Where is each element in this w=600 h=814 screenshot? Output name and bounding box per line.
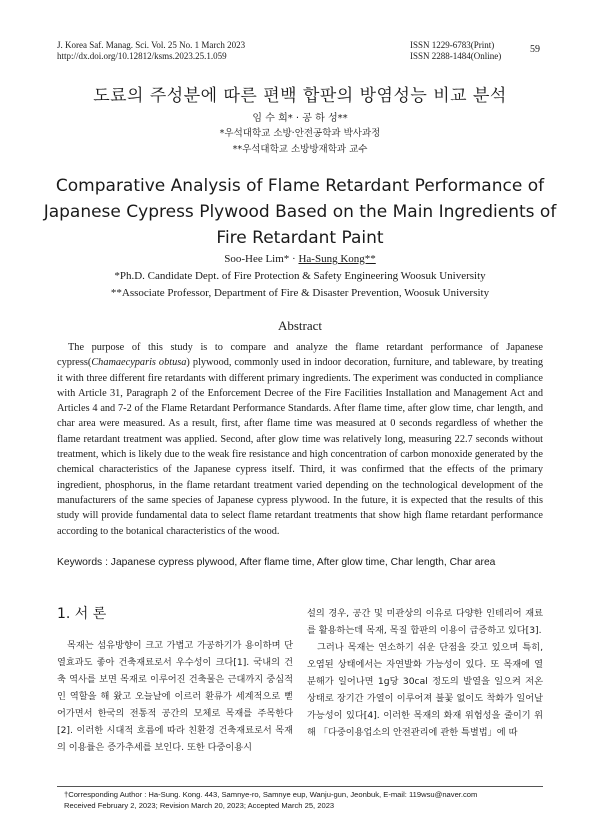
submission-dates: Received February 2, 2023; Revision March 20, 2023; Accepted March 25, 2023 — [64, 801, 335, 810]
intro-paragraph-1-continued: 설의 경우, 공간 및 미관상의 이유로 다양한 인테리어 재료를 활용하는데 목재, 목질 합판의 이용이 급증하고 있다[3]. — [307, 608, 543, 636]
issn-online: ISSN 2288-1484(Online) — [410, 51, 502, 61]
english-affiliations — [0, 268, 600, 302]
korean-authors: 임 수 희* · 공 하 성** — [252, 113, 348, 124]
doi-link[interactable]: http://dx.doi.org/10.12812/ksms.2023.25.1.059 — [57, 51, 227, 61]
english-authors — [0, 253, 600, 265]
issn-block — [410, 40, 501, 62]
journal-header — [57, 40, 245, 62]
korean-title: 도료의 주성분에 따른 편백 합판의 방염성능 비교 분석 — [93, 86, 507, 106]
korean-affiliation-1: *우석대학교 소방·안전공학과 박사과정 — [219, 128, 381, 139]
intro-paragraph-2: 그러나 목재는 연소하기 쉬운 단점을 갖고 있으며 특히, 오염된 상태에서는 자연발화 가능성이 있다. 또 목재에 열분해가 일어나면 1g당 30cal 정도의 발열을 일으켜 저온 상태로 장기간 가열이 이루어져 불꽃 없이도 착화가 일어날 가능성이 있다[4]. 이러한 목재의 화재 위험성을 줄이기 위해 「다중이용업소의 안전관리에 관한 특별법」에 따 — [307, 642, 543, 738]
korean-affiliation-2: **우석대학교 소방방재학과 교수 — [232, 144, 368, 155]
english-title-line-3: Fire Retardant Paint — [216, 228, 384, 248]
issn-print: ISSN 1229-6783(Print) — [410, 40, 495, 50]
english-affiliation-1: *Ph.D. Candidate Dept. of Fire Protection & Safety Engineering Woosuk University — [114, 270, 486, 282]
english-title — [0, 173, 600, 251]
abstract-heading: Abstract — [277, 318, 323, 333]
intro-paragraph-1: 목재는 섬유방향이 크고 가볍고 가공하기가 용이하며 단열효과도 좋아 건축재료로서 우수성이 크다[1]. 국내의 건축 역사를 보면 목재로 이루어진 건축물은 근대까지 중심적인 역할을 해 왔고 오늘날에 이르러 환류가 세계적으로 뻗어가면서 한국의 전통적 공간의 모체로 목재를 주목한다[2]. 이러한 시대적 흐름에 따라 친환경 건축재료로서 목재의 이용률은 증가추세를 보인다. 또한 다중이용시 — [57, 640, 293, 753]
corresponding-author: †Corresponding Author : Ha-Sung. Kong. 443, Samnye-ro, Samnye eup, Wanju-gun, Jeonbuk, E-mail: 119wsu@naver.com — [64, 790, 478, 799]
page-number: 59 — [530, 44, 540, 55]
abstract-text-rest: ) plywood, commonly used in indoor decoration, furniture, and tableware, by treating it with three different fire retardants with different primary ingredients. The experiment was conducted in compliance with Article 31, Paragraph 2 of the Enforcement Decree of the Fire Facilities Installation and Management Act and Articles 4 and 7-2 of the Flame Retardant Performance Standards. After flame time, after glow time, char length, and char area were measured. As a result, first, after flame time was measured at 0 seconds regardless of whether the flame retardant treatment was applied. Second, after glow time was relatively long, measuring 22.7 seconds without treatment, which is likely due to the weak fire resistance and high concentration of carbon monoxide generated by the chemical characteristics of the Japanese cypress itself. Third, it was confirmed that the effects of the primary ingredient, phosphorus, in the flame retardant treatment varied depending on the technological development of the manufacturers of the same species of Japanese cypress plywood. In the future, it is expected that the results of this study will provide fundamental data to select flame retardant treatments that show high flame retardant performance according to the botanical characteristics of the wood. — [57, 357, 544, 537]
english-title-line-2: Japanese Cypress Plywood Based on the Main Ingredients of — [43, 202, 557, 222]
footnote-divider — [57, 786, 543, 787]
footnote — [64, 789, 544, 811]
author-1: Soo-Hee Lim* — [224, 253, 290, 265]
journal-citation: J. Korea Saf. Manag. Sci. Vol. 25 No. 1 March 2023 — [57, 40, 246, 50]
abstract-body — [57, 340, 543, 539]
body-column-left — [57, 637, 293, 756]
author-separator: · — [289, 253, 299, 265]
section-title-introduction: 1. 서 론 — [57, 606, 107, 622]
body-column-right — [307, 605, 543, 741]
abstract-text-start: The purpose of this study is to compare and analyze the flame retardant performance of Japanese cypress( — [57, 342, 543, 369]
keywords: Keywords : Japanese cypress plywood, After flame time, After glow time, Char length, Char area — [57, 557, 496, 568]
species-name: Chamaecyparis obtusa — [91, 357, 187, 369]
english-title-line-1: Comparative Analysis of Flame Retardant Performance of — [55, 176, 545, 196]
author-2: Ha-Sung Kong** — [298, 253, 376, 265]
english-affiliation-2: **Associate Professor, Department of Fire & Disaster Prevention, Woosuk University — [110, 287, 490, 299]
